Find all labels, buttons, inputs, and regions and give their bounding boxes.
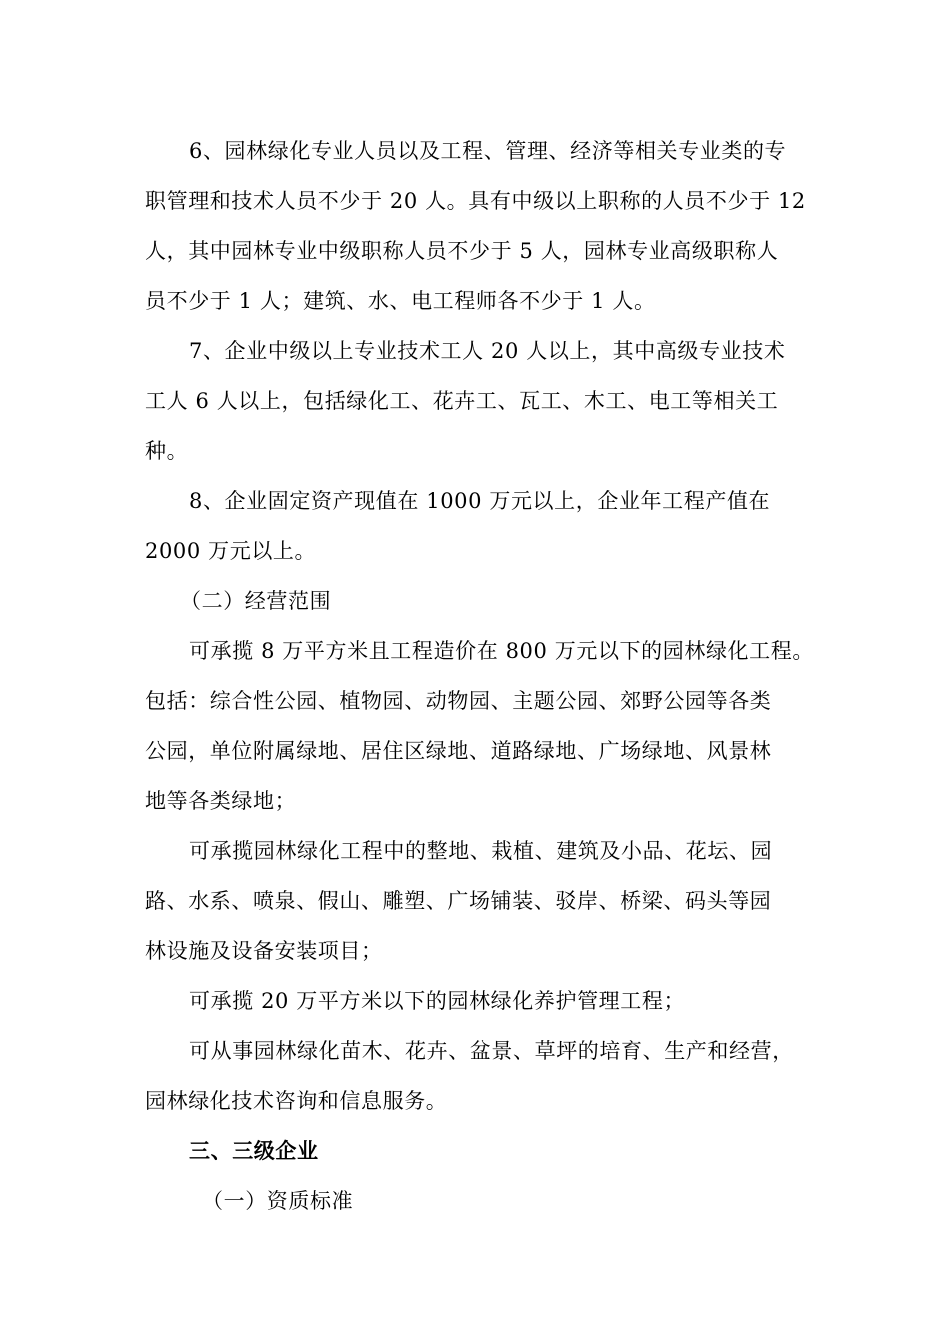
scope-paragraph-2-line-1: 可承揽园林绿化工程中的整地、栽植、建筑及小品、花坛、园 (189, 839, 773, 863)
scope-paragraph-1-line-4: 地等各类绿地； (145, 789, 297, 813)
scope-paragraph-1-line-1: 可承揽 8 万平方米且工程造价在 800 万元以下的园林绿化工程。 (189, 639, 814, 663)
paragraph-6-line-2: 职管理和技术人员不少于 20 人。具有中级以上职称的人员不少于 12 (145, 189, 806, 213)
scope-paragraph-4-line-1: 可从事园林绿化苗木、花卉、盆景、草坪的培育、生产和经营， (189, 1039, 794, 1063)
scope-paragraph-4-line-2: 园林绿化技术咨询和信息服务。 (145, 1089, 448, 1113)
paragraph-7-line-1: 7、企业中级以上专业技术工人 20 人以上，其中高级专业技术 (189, 339, 786, 363)
paragraph-6-line-4: 员不少于 1 人；建筑、水、电工程师各不少于 1 人。 (145, 289, 656, 313)
scope-paragraph-2-line-2: 路、水系、喷泉、假山、雕塑、广场铺装、驳岸、桥梁、码头等园 (145, 889, 772, 913)
paragraph-6-line-1: 6、园林绿化专业人员以及工程、管理、经济等相关专业类的专 (189, 139, 787, 163)
scope-paragraph-1-line-2: 包括：综合性公园、植物园、动物园、主题公园、郊野公园等各类 (145, 689, 772, 713)
scope-paragraph-2-line-3: 林设施及设备安装项目； (145, 939, 383, 963)
paragraph-8-line-2: 2000 万元以上。 (145, 539, 317, 563)
section-heading-grade-three: 三、三级企业 (189, 1138, 319, 1163)
paragraph-7-line-3: 种。 (145, 439, 189, 463)
paragraph-8-line-1: 8、企业固定资产现值在 1000 万元以上，企业年工程产值在 (189, 489, 771, 513)
paragraph-7-line-2: 工人 6 人以上，包括绿化工、花卉工、瓦工、木工、电工等相关工 (145, 389, 779, 413)
scope-paragraph-3: 可承揽 20 万平方米以下的园林绿化养护管理工程； (189, 989, 686, 1013)
section-heading-business-scope: （二）经营范围 (180, 589, 332, 613)
paragraph-6-line-3: 人，其中园林专业中级职称人员不少于 5 人，园林专业高级职称人 (145, 239, 779, 263)
scope-paragraph-1-line-3: 公园，单位附属绿地、居住区绿地、道路绿地、广场绿地、风景林 (145, 739, 772, 763)
subsection-heading-qualification-standard: （一）资质标准 (202, 1189, 354, 1213)
